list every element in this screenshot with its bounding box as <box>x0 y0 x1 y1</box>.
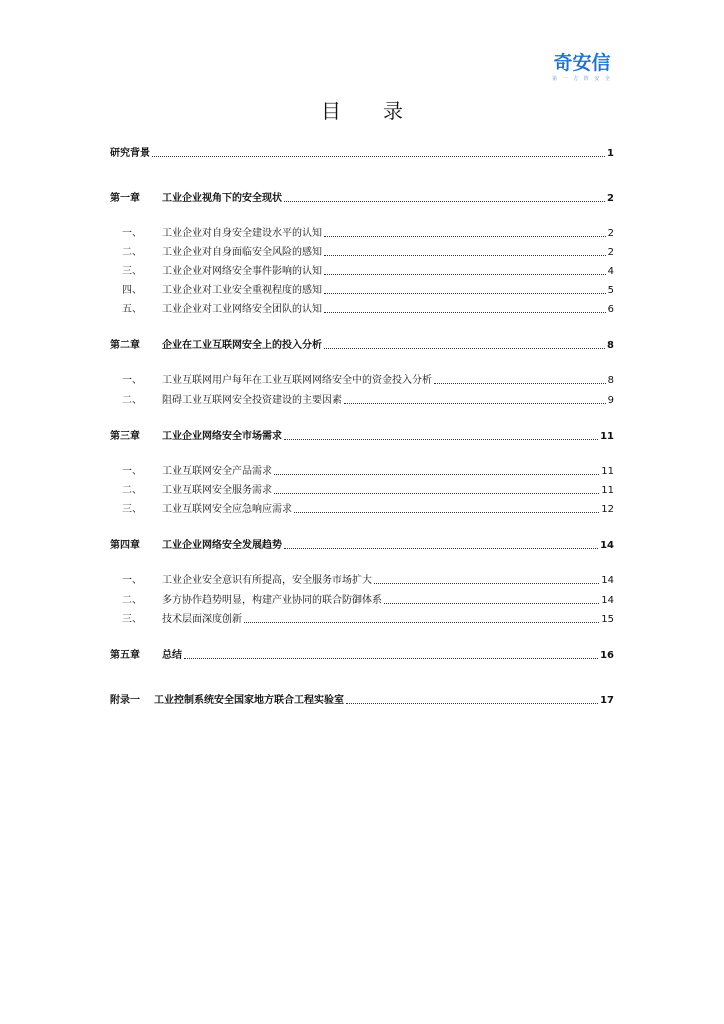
toc-entry-number: 一、 <box>122 375 142 386</box>
toc-entry-label: 企业在工业互联网安全上的投入分析 <box>162 340 322 351</box>
toc-entry-number: 第二章 <box>110 340 140 351</box>
toc-chapter-entry[interactable] <box>110 429 614 443</box>
toc-chapter-entry[interactable] <box>110 146 614 160</box>
toc-entry-number: 一、 <box>122 228 142 239</box>
toc-section-entry[interactable] <box>110 612 614 626</box>
toc-leader-dots <box>344 402 606 404</box>
toc-leader-dots <box>284 200 605 202</box>
toc-chapter-entry[interactable] <box>110 648 614 662</box>
toc-section-entry[interactable] <box>110 302 614 316</box>
toc-entry-label: 阻碍工业互联网安全投资建设的主要因素 <box>162 395 342 406</box>
toc-entry-label: 工业控制系统安全国家地方联合工程实验室 <box>154 695 344 706</box>
toc-section-entry[interactable] <box>110 393 614 407</box>
toc-entry-label: 多方协作趋势明显，构建产业协同的联合防御体系 <box>162 595 382 606</box>
toc-section-entry[interactable] <box>110 502 614 516</box>
toc-entry-label: 工业互联网用户每年在工业互联网网络安全中的资金投入分析 <box>162 375 432 386</box>
toc-entry-number: 四、 <box>122 285 142 296</box>
logo-slogan: 第 一 方 阵 安 全 <box>552 76 612 82</box>
toc-page-number: 12 <box>601 504 614 515</box>
toc-page-number: 15 <box>601 614 614 625</box>
toc-section-entry[interactable] <box>110 464 614 478</box>
toc-entry-label: 工业企业对工业安全重视程度的感知 <box>162 285 322 296</box>
toc-entry-label: 工业企业网络安全市场需求 <box>162 431 282 442</box>
toc-entry-number: 一、 <box>122 466 142 477</box>
toc-page-number: 11 <box>600 431 614 442</box>
toc-leader-dots <box>434 382 606 384</box>
toc-leader-dots <box>294 511 599 513</box>
toc-leader-dots <box>324 311 606 313</box>
toc-entry-number: 三、 <box>122 266 142 277</box>
toc-entry-number: 第一章 <box>110 193 140 204</box>
toc-section-entry[interactable] <box>110 573 614 587</box>
toc-entry-number: 二、 <box>122 485 142 496</box>
toc-entry-number: 五、 <box>122 304 142 315</box>
toc-page-number: 6 <box>607 304 614 315</box>
toc-entry-label: 工业企业对自身面临安全风险的感知 <box>162 247 322 258</box>
toc-leader-dots <box>152 155 605 157</box>
toc-entry-number: 第三章 <box>110 431 140 442</box>
toc-section-entry[interactable] <box>110 373 614 387</box>
toc-entry-number: 二、 <box>122 247 142 258</box>
toc-leader-dots <box>324 347 605 349</box>
toc-page-number: 4 <box>607 266 614 277</box>
toc-chapter-entry[interactable] <box>110 538 614 552</box>
toc-entry-label: 技术层面深度创新 <box>162 614 242 625</box>
toc-section-entry[interactable] <box>110 264 614 278</box>
toc-entry-label: 工业企业对自身安全建设水平的认知 <box>162 228 322 239</box>
toc-entry-label: 工业企业视角下的安全现状 <box>162 193 282 204</box>
logo-name: 奇安信 <box>553 52 611 74</box>
toc-entry-label: 工业互联网安全服务需求 <box>162 485 272 496</box>
toc-page-number: 8 <box>607 340 614 351</box>
toc-entry-label: 研究背景 <box>110 148 150 159</box>
toc-leader-dots <box>274 492 599 494</box>
toc-entry-number: 三、 <box>122 614 142 625</box>
toc-entry-number: 二、 <box>122 395 142 406</box>
toc-leader-dots <box>324 235 606 237</box>
toc-chapter-entry[interactable] <box>110 338 614 352</box>
toc-page-number: 2 <box>607 228 614 239</box>
toc-page-number: 11 <box>601 466 614 477</box>
toc-leader-dots <box>324 292 606 294</box>
toc-entry-number: 三、 <box>122 504 142 515</box>
toc-page-number: 14 <box>600 540 614 551</box>
toc-leader-dots <box>184 657 598 659</box>
company-logo <box>547 52 617 83</box>
toc-entry-number: 第五章 <box>110 650 140 661</box>
toc-page-number: 2 <box>607 193 614 204</box>
toc-chapter-entry[interactable] <box>110 191 614 205</box>
toc-section-entry[interactable] <box>110 245 614 259</box>
toc-leader-dots <box>274 473 599 475</box>
toc-entry-number: 二、 <box>122 595 142 606</box>
toc-page-number: 14 <box>601 595 614 606</box>
toc-page-number: 5 <box>607 285 614 296</box>
toc-entry-label: 工业企业网络安全发展趋势 <box>162 540 282 551</box>
toc-page-number: 14 <box>601 575 614 586</box>
toc-entry-label: 工业互联网安全产品需求 <box>162 466 272 477</box>
toc-leader-dots <box>244 621 599 623</box>
toc-page-number: 16 <box>600 650 614 661</box>
toc-entry-label: 工业企业安全意识有所提高，安全服务市场扩大 <box>162 575 372 586</box>
toc-section-entry[interactable] <box>110 593 614 607</box>
toc-entry-number: 附录一 <box>110 695 140 706</box>
toc-section-entry[interactable] <box>110 483 614 497</box>
toc-leader-dots <box>324 273 606 275</box>
toc-entry-label: 工业企业对网络安全事件影响的认知 <box>162 266 322 277</box>
toc-leader-dots <box>384 602 599 604</box>
toc-page-number: 9 <box>607 395 614 406</box>
toc-entry-number: 第四章 <box>110 540 140 551</box>
toc-page-number: 2 <box>607 247 614 258</box>
toc-leader-dots <box>284 547 598 549</box>
toc-entry-label: 工业互联网安全应急响应需求 <box>162 504 292 515</box>
toc-entry-label: 工业企业对工业网络安全团队的认知 <box>162 304 322 315</box>
toc-page-number: 1 <box>607 148 614 159</box>
toc-leader-dots <box>284 438 598 440</box>
toc-leader-dots <box>374 582 599 584</box>
toc-entry-label: 总结 <box>162 650 182 661</box>
toc-page-number: 17 <box>600 695 614 706</box>
toc-entry-number: 一、 <box>122 575 142 586</box>
page-title: 目录 <box>321 99 445 123</box>
toc-chapter-entry[interactable] <box>110 693 614 707</box>
toc-leader-dots <box>324 254 606 256</box>
toc-leader-dots <box>346 702 598 704</box>
toc-page-number: 8 <box>607 375 614 386</box>
toc-section-entry[interactable] <box>110 226 614 240</box>
toc-section-entry[interactable] <box>110 283 614 297</box>
toc-page-number: 11 <box>601 485 614 496</box>
